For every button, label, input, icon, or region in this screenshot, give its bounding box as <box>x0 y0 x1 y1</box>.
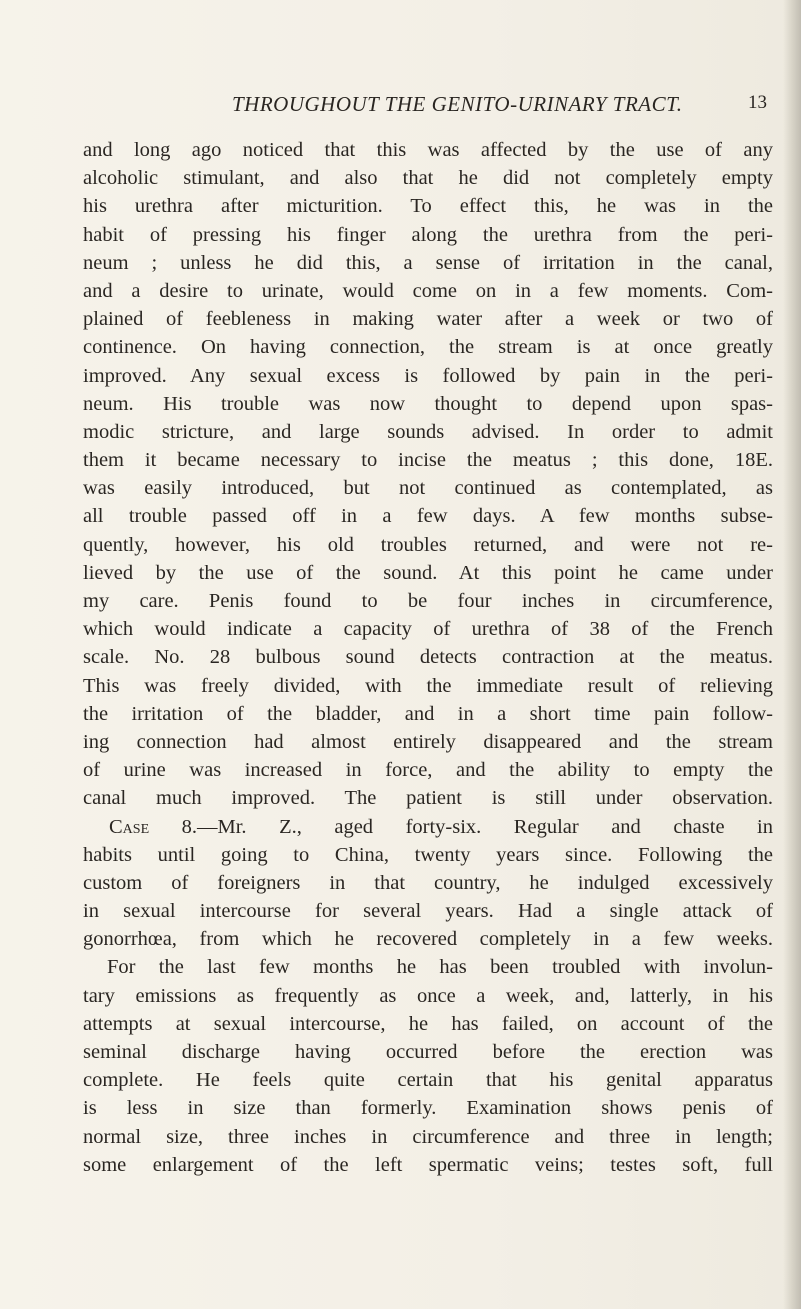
body-text <box>83 136 773 1179</box>
page-edge-shadow <box>783 0 801 1309</box>
text-line: my care. Penis found to be four inches in circumference, <box>83 590 773 612</box>
text-line: which would indicate a capacity of urethra of 38 of the French <box>83 618 773 641</box>
text-line: them it became necessary to incise the meatus ; this done, 18E. <box>83 449 773 472</box>
text-line: modic stricture, and large sounds advised. In order to admit <box>83 420 773 443</box>
text-line: of urine was increased in force, and the ability to empty the <box>83 759 773 782</box>
text-line: canal much improved. The patient is still under observation. <box>83 787 773 810</box>
text-line: custom of foreigners in that country, he indulged excessively <box>83 871 773 894</box>
text-line: and a desire to urinate, would come on in a few moments. Com- <box>83 279 773 302</box>
text-line: quently, however, his old troubles returned, and were not re- <box>83 533 773 556</box>
text-line: seminal discharge having occurred before the erection was <box>83 1041 773 1063</box>
case-heading-line: Case 8.—Mr. Z., aged forty-six. Regular and chaste in <box>109 815 773 838</box>
text-line: his urethra after micturition. To effect this, he was in the <box>83 195 773 218</box>
page-number: 13 <box>748 92 767 113</box>
text-line: was easily introduced, but not continued as contemplated, as <box>83 477 773 500</box>
text-line: plained of feebleness in making water after a week or two of <box>83 308 773 331</box>
text-line: tary emissions as frequently as once a week, and, latterly, in his <box>83 984 773 1007</box>
text-line: lieved by the use of the sound. At this point he came under <box>83 561 773 584</box>
text-line: alcoholic stimulant, and also that he did not completely empty <box>83 167 773 190</box>
text-line: attempts at sexual intercourse, he has failed, on account of the <box>83 1012 773 1035</box>
text-line: habits until going to China, twenty years since. Following the <box>83 843 773 866</box>
text-line: the irritation of the bladder, and in a short time pain follow- <box>83 702 773 725</box>
text-line: improved. Any sexual excess is followed by pain in the peri- <box>83 364 773 387</box>
case-label: Case <box>109 815 150 838</box>
text-line: and long ago noticed that this was affected by the use of any <box>83 139 773 161</box>
text-line: all trouble passed off in a few days. A few months subse- <box>83 505 773 528</box>
text-line: ing connection had almost entirely disappeared and the stream <box>83 730 773 753</box>
text-line: in sexual intercourse for several years. Had a single attack of <box>83 900 773 923</box>
running-title: THROUGHOUT THE GENITO-URINARY TRACT. <box>232 92 683 116</box>
text-line: For the last few months he has been troubled with involun- <box>107 956 773 979</box>
text-line: gonorrhœa, from which he recovered completely in a few weeks. <box>83 928 773 951</box>
text-line: scale. No. 28 bulbous sound detects contraction at the meatus. <box>83 646 773 669</box>
text-line: neum ; unless he did this, a sense of irritation in the canal, <box>83 251 773 274</box>
text-line: normal size, three inches in circumference and three in length; <box>83 1125 773 1148</box>
text-line: some enlargement of the left spermatic veins; testes soft, full <box>83 1153 773 1176</box>
text-line: habit of pressing his finger along the urethra from the peri- <box>83 223 773 246</box>
text-line: continence. On having connection, the stream is at once greatly <box>83 336 773 359</box>
text-line: is less in size than formerly. Examination shows penis of <box>83 1097 773 1120</box>
text-line: This was freely divided, with the immediate result of relieving <box>83 674 773 697</box>
text-line: neum. His trouble was now thought to depend upon spas- <box>83 392 773 415</box>
text-line: complete. He feels quite certain that his genital apparatus <box>83 1069 773 1092</box>
